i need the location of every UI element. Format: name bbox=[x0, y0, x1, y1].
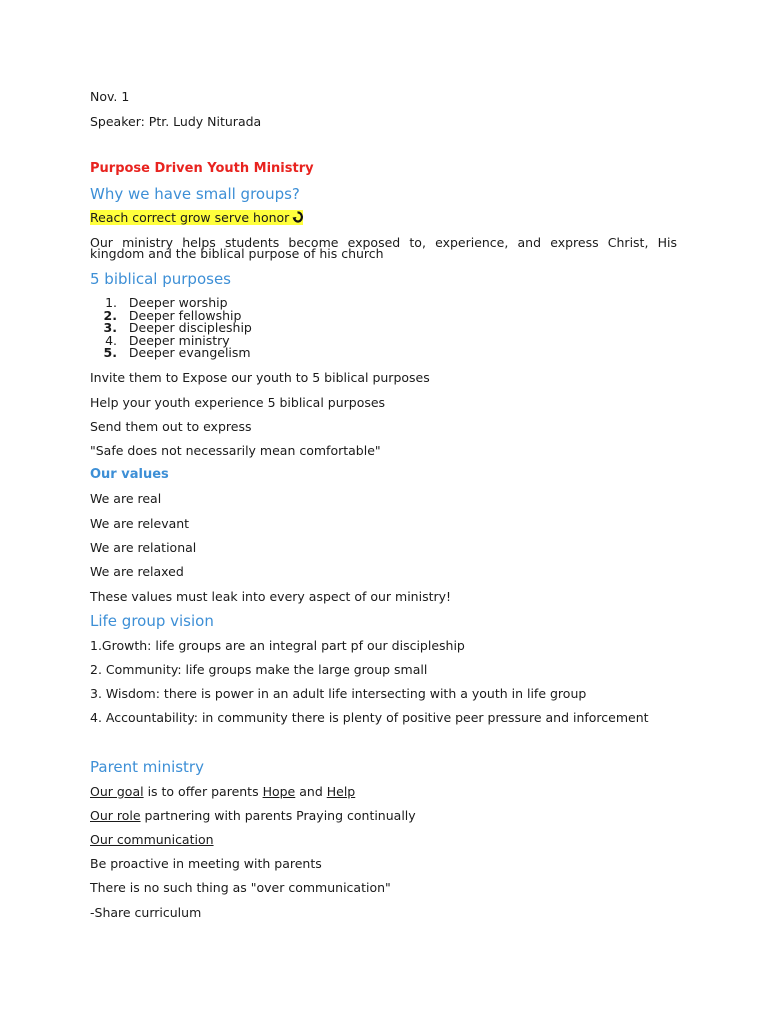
values-line: We are relaxed bbox=[90, 564, 184, 579]
values-line: We are real bbox=[90, 491, 162, 506]
parent-line: Be proactive in meeting with parents bbox=[90, 856, 322, 871]
purposes-line: Send them out to express bbox=[90, 419, 252, 434]
vision-heading: Life group vision bbox=[90, 612, 214, 630]
highlight-text: Reach correct grow serve honor bbox=[90, 210, 290, 225]
values-line: We are relevant bbox=[90, 516, 190, 531]
parent-line: There is no such thing as "over communication" bbox=[90, 880, 391, 895]
speaker-line: Speaker: Ptr. Ludy Niturada bbox=[90, 114, 262, 129]
vision-line: 2. Community: life groups make the large group small bbox=[90, 662, 428, 677]
highlighted-text bbox=[90, 210, 303, 225]
purposes-line: Invite them to Expose our youth to 5 biblical purposes bbox=[90, 370, 430, 385]
parent-role-line: Our role partnering with parents Praying continually bbox=[90, 808, 416, 823]
parent-heading: Parent ministry bbox=[90, 758, 204, 776]
document-title: Purpose Driven Youth Ministry bbox=[90, 161, 314, 176]
parent-line: -Share curriculum bbox=[90, 905, 202, 920]
date-line: Nov. 1 bbox=[90, 89, 130, 104]
highlight-line bbox=[90, 210, 303, 226]
purposes-list bbox=[72, 297, 252, 360]
role-label: Our role bbox=[90, 808, 141, 823]
values-heading: Our values bbox=[90, 467, 169, 482]
values-line: We are relational bbox=[90, 540, 197, 555]
parent-goal-line: Our goal is to offer parents Hope and Help bbox=[90, 784, 356, 799]
help-word: Help bbox=[326, 784, 356, 799]
values-line: These values must leak into every aspect of our ministry! bbox=[90, 589, 452, 604]
vision-line: 3. Wisdom: there is power in an adult life intersecting with a youth in life group bbox=[90, 686, 587, 701]
small-groups-heading: Why we have small groups? bbox=[90, 185, 300, 203]
ministry-paragraph: Our ministry helps students become exposed to, experience, and express Christ, His kingdom and the biblical purpose of his church bbox=[90, 235, 677, 261]
goal-label: Our goal bbox=[90, 784, 144, 799]
communication-label: Our communication bbox=[90, 832, 214, 847]
vision-line: 4. Accountability: in community there is plenty of positive peer pressure and inforcement bbox=[90, 710, 649, 725]
cycle-arrow-icon bbox=[292, 211, 303, 224]
vision-line: 1.Growth: life groups are an integral part pf our discipleship bbox=[90, 638, 465, 653]
list-item: 2. Deeper fellowship bbox=[103, 307, 242, 323]
list-item: 5. Deeper evangelism bbox=[103, 345, 251, 360]
purposes-line: Help your youth experience 5 biblical purposes bbox=[90, 395, 386, 410]
purposes-line: "Safe does not necessarily mean comfortable" bbox=[90, 443, 381, 458]
list-item: 3. Deeper discipleship bbox=[103, 320, 252, 335]
list-item: 1. Deeper worship bbox=[105, 295, 228, 310]
list-item: 4. Deeper ministry bbox=[105, 332, 230, 348]
communication-label-line bbox=[90, 832, 214, 848]
purposes-heading: 5 biblical purposes bbox=[90, 270, 231, 288]
hope-word: Hope bbox=[262, 784, 296, 799]
